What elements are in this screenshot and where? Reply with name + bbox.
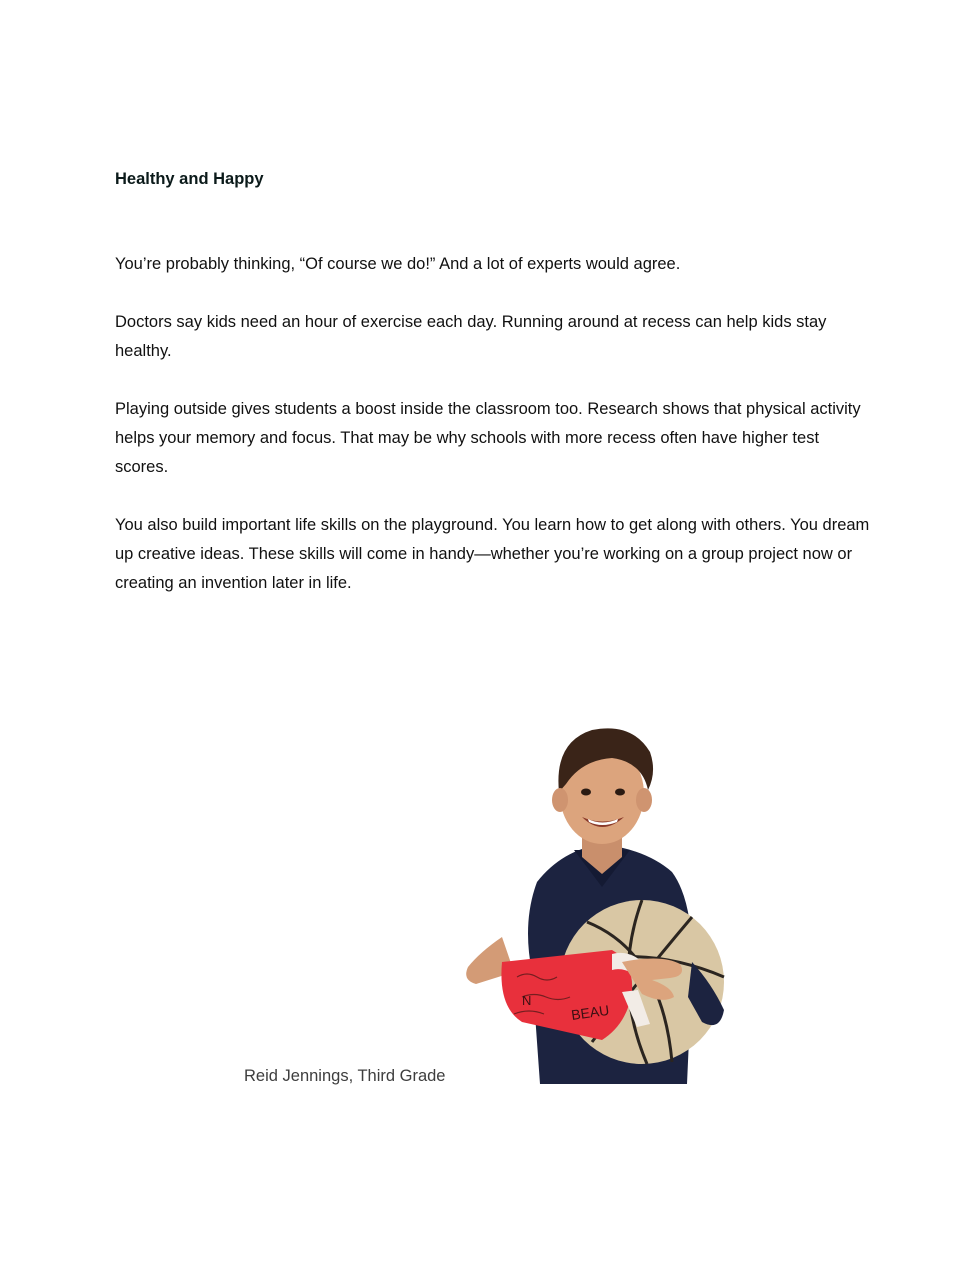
article-heading: Healthy and Happy — [115, 170, 264, 188]
paragraph: You also build important life skills on the playground. You learn how to get along with others. You dream up creative ideas. These skills will come in handy—whether you’re working on a group project now or creating an invention later in life. — [115, 516, 870, 592]
cast-letter: N — [522, 993, 532, 1008]
paragraph: Doctors say kids need an hour of exercise each day. Running around at recess can help kids stay healthy. — [115, 313, 827, 360]
eye-right — [615, 789, 625, 796]
student-photo — [462, 722, 742, 1084]
photo-caption: Reid Jennings, Third Grade — [244, 1067, 446, 1085]
cast-name: BEAU — [570, 1001, 611, 1023]
paragraph: Playing outside gives students a boost inside the classroom too. Research shows that physical activity helps your memory and focus. That may be why schools with more recess often have higher test scores. — [115, 400, 861, 476]
article-body — [115, 250, 870, 627]
ear-left — [552, 788, 568, 812]
ear-right — [636, 788, 652, 812]
paragraph: You’re probably thinking, “Of course we do!” And a lot of experts would agree. — [115, 255, 681, 273]
eye-left — [581, 789, 591, 796]
